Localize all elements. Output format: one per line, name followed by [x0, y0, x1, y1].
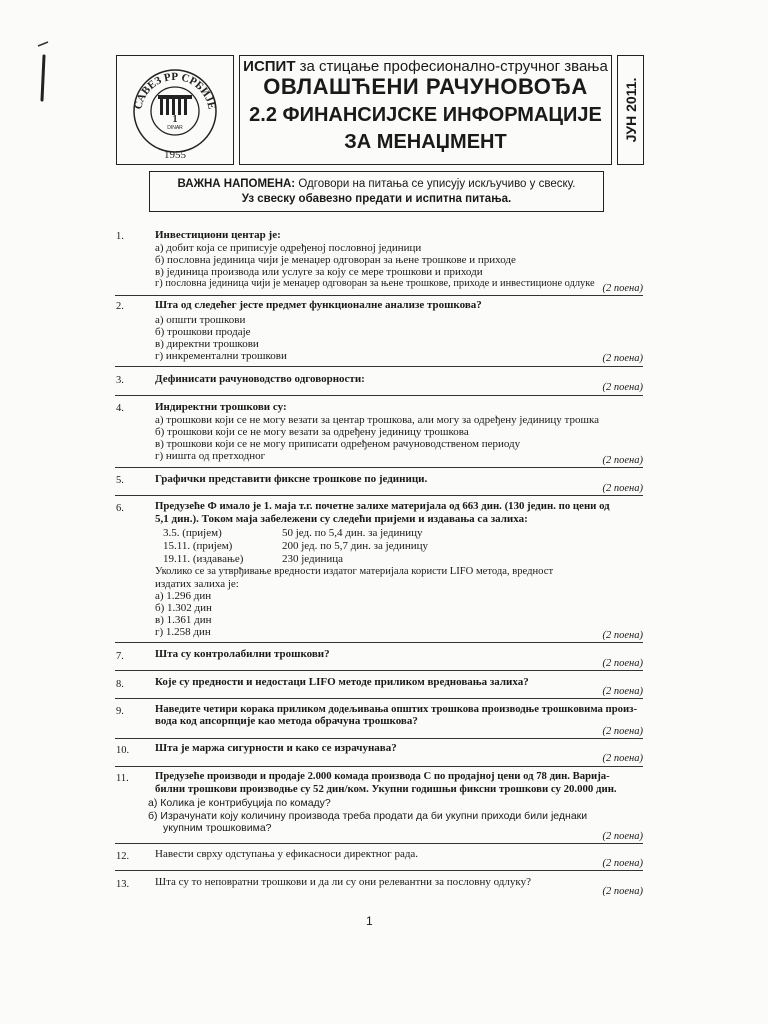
divider [115, 495, 643, 496]
exam-subject-line2: ЗА МЕНАЏМЕНТ [344, 131, 507, 153]
points: (2 поена) [602, 831, 643, 842]
divider [115, 642, 643, 643]
logo-arc-text: САВЕЗ РР СРБИЈЕ [132, 70, 218, 111]
question-text: Које су предности и недостаци LIFO методе приликом вредновања залиха? [155, 676, 529, 688]
question-text: Предузеће Ф имало је 1. маја т.г. почетне залихе материјала од 663 дин. (130 једин. по цени од [155, 500, 610, 512]
logo-coin-number: 1 [172, 114, 178, 125]
question-text: Шта је маржа сигурности и како се израчунава? [155, 742, 397, 754]
stock-entry-date: 15.11. (пријем) [163, 540, 233, 552]
option: в) јединица производа или услуге за коју се мере трошкови и приходи [155, 266, 483, 278]
divider [115, 843, 643, 844]
question-text: 5,1 дин.). Током маја забележени су следећи пријеми и издавања са залиха: [155, 513, 528, 525]
option: в) трошкови који се не могу приписати одређеном рачуноводственом периоду [155, 438, 521, 450]
question-text: Дефинисати рачуноводство одговорности: [155, 373, 365, 385]
question-text: Шта су то неповратни трошкови и да ли су они релевантни за пословну одлуку? [155, 876, 531, 888]
points: (2 поена) [602, 630, 643, 641]
option: б) 1.302 дин [155, 602, 212, 614]
stock-entry-desc: 50 јед. по 5,4 дин. за јединицу [282, 527, 423, 539]
points: (2 поена) [602, 858, 643, 869]
points: (2 поена) [602, 483, 643, 494]
divider [115, 467, 643, 468]
exam-date: ЈУН 2011. [622, 77, 639, 143]
stock-entry-date: 3.5. (пријем) [163, 527, 222, 539]
option: г) ништа од претходног [155, 450, 266, 462]
exam-date-box [617, 55, 644, 165]
points: (2 поена) [602, 658, 643, 669]
option: г) инкрементални трошкови [155, 350, 287, 362]
points: (2 поена) [602, 455, 643, 466]
question-text: Шта од следећег јесте предмет функционалне анализе трошкова? [155, 299, 482, 311]
points: (2 поена) [602, 283, 643, 294]
notice-label: ВАЖНА НАПОМЕНА: [177, 178, 296, 190]
question-text: Предузеће производи и продаје 2.000 комада производа С по продајној цени од 78 дин. Варија- [155, 770, 610, 782]
exam-page: САВЕЗ РР СРБИЈЕ 1 DINAR 1955 ИСПИТ за стицање професионално-стручног звања ОВЛАШЋЕНИ РАЧУНОВОЂА 2.2 ФИНАНСИЈСКЕ ИНФОРМАЦИЈЕ ЗА МЕНАЏМЕНТ ЈУН 2011. ВАЖНА НАПОМЕНА: Одговори на питања се уписују искључиво у свеску. Уз свеску обавезно предати и испитна питања. 1. Инвестициони центар је: а) добит која се приписује одређеној пословној јединици б) пословна јединица чији је менаџер одговоран за њене трошкове и приходе в) јединица производа или услуге за коју се мере трошкови и приходи г) пословна јединица чији је менаџер одговоран за њене трошкове, приходе и инвестиционе одлуке (2 поена) 2. Шта од следећег јесте предмет функционалне анализе трошкова? а) општи трошкови б) трошкови продаје в) директни трошкови г) инкрементални трошкови (2 поена) 3. Дефинисати рачуноводство одговорности: (2 поена) 4. Индиректни трошкови су: а) трошкови који се не могу везати за центар трошкова, али могу за одређену јединицу трошка б) трошкови који се не могу везати за одређену јединицу трошкова в) трошкови који се не могу приписати одређеном рачуноводственом периоду г) ништа од претходног (2 поена) 5. Графички представити фиксне трошкове по јединици. (2 поена) 6. Предузеће Ф имало је 1. маја т.г. почетне залихе материјала од 663 дин. (130 једин. по цени од 5,1 дин.). Током маја забележени су следећи пријеми и издавања са залиха: 3.5. (пријем) 50 јед. по 5,4 дин. за јединицу 15.11. (пријем) 200 јед. по 5,7 дин. за јединицу 19.11. (издавање) 230 јединица Уколико се за утврђивање вредности издатог материјала користи LIFO метода, вредност издатих залиха је: а) 1.296 дин б) 1.302 дин в) 1.361 дин г) 1.258 дин (2 поена) 7. Шта су контролабилни трошкови? (2 поена) 8. Које су предности и недостаци LIFO методе приликом вредновања залиха? (2 поена) 9. Наведите четири корака приликом додељивања општих трошкова производње трошковима произ- вода код апсорпције као метода обрачуна трошкова? (2 поена) 10. Шта је маржа сигурности и како се израчунава? (2 поена) 11. Предузеће производи и продаје 2.000 комада производа С по продајној цени од 78 дин. Варија- билни трошкови производње су 52 дин/ком. Укупни годишњи фиксни трошкови су 20.000 дин. a) Колика је контрибуција по комаду? б) Израчунати коју количину производа треба продати да би укупни приходи били једнаки укупним трошковима? (2 поена) 12. Навести сврху одступања у ефикасноси директног рада. (2 поена) 13. Шта су то неповратни трошкови и да ли су они релевантни за пословну одлуку? (2 поена) 1 [0, 0, 768, 1024]
question-text: Навести сврху одступања у ефикасноси директног рада. [155, 848, 419, 860]
sub-question: a) Колика је контрибуција по комаду? [148, 797, 331, 809]
points: (2 поена) [602, 886, 643, 897]
sub-question: б) Израчунати коју количину производа треба продати да би укупни приходи били једнаки [148, 810, 588, 822]
points: (2 поена) [602, 686, 643, 697]
question-text: билни трошкови производње су 52 дин/ком. Укупни годишњи фиксни трошкови су 20.000 дин. [155, 783, 617, 795]
question-text: Наведите четири корака приликом додељивања општих трошкова производње трошковима произ- [155, 703, 638, 715]
divider [115, 698, 643, 699]
question-text: Шта су контролабилни трошкови? [155, 648, 330, 660]
points: (2 поена) [602, 753, 643, 764]
association-logo [125, 59, 225, 159]
stock-entry-desc: 200 јед. по 5,7 дин. за јединицу [282, 540, 429, 552]
logo-year: 1955 [164, 149, 186, 159]
points: (2 поена) [602, 382, 643, 393]
option: г) 1.258 дин [155, 626, 211, 638]
option: в) директни трошкови [155, 338, 259, 350]
option: а) 1.296 дин [155, 590, 212, 602]
page-number: 1 [366, 914, 373, 928]
option: а) трошкови који се не могу везати за центар трошкова, али могу за одређену јединицу трошка [155, 414, 600, 426]
question-followup: Уколико се за утврђивање вредности издатог материјала користи LIFO метода, вредност [155, 566, 554, 577]
divider [115, 766, 643, 767]
option: а) добит која се приписује одређеној пословној јединици [155, 242, 422, 254]
divider [115, 366, 643, 367]
question-text: Графички представити фиксне трошкове по јединици. [155, 473, 428, 485]
exam-title-box [239, 55, 612, 165]
notice-line2: Уз свеску обавезно предати и испитна питања. [241, 193, 512, 205]
points: (2 поена) [602, 726, 643, 737]
important-notice [149, 171, 604, 212]
exam-subject: 2.2 ФИНАНСИЈСКЕ ИНФОРМАЦИЈЕ [249, 104, 602, 126]
points: (2 поена) [602, 353, 643, 364]
sub-question: укупним трошковима? [163, 822, 272, 834]
question-text: Инвестициони центар је: [155, 229, 281, 241]
question-text: Индиректни трошкови су: [155, 401, 287, 413]
option: в) 1.361 дин [155, 614, 212, 626]
option: а) општи трошкови [155, 314, 246, 326]
option: б) трошкови који се не могу везати за одређену јединицу трошкова [155, 426, 469, 438]
exam-subtitle: ИСПИТ за стицање професионално-стручног звања [243, 58, 608, 75]
handwritten-mark [34, 40, 54, 104]
divider [115, 738, 643, 739]
divider [115, 395, 643, 396]
notice-line1: Одговори на питања се уписују искључиво у свеску. [295, 178, 576, 190]
stock-entry-desc: 230 јединица [282, 553, 344, 565]
divider [115, 295, 643, 296]
divider [115, 870, 643, 871]
exam-title: ОВЛАШЋЕНИ РАЧУНОВОЂА [263, 74, 588, 99]
question-text: вода код апсорпције као метода обрачуна трошкова? [155, 715, 418, 727]
question-followup: издатих залиха је: [155, 578, 239, 590]
logo-box [116, 55, 234, 165]
logo-coin-text: DINAR [167, 125, 183, 131]
option: б) трошкови продаје [155, 326, 251, 338]
divider [115, 670, 643, 671]
stock-entry-date: 19.11. (издавање) [163, 553, 244, 565]
option: б) пословна јединица чији је менаџер одговоран за њене трошкове и приходе [155, 254, 516, 266]
option: г) пословна јединица чији је менаџер одговоран за њене трошкове, приходе и инвестиционе одлуке [155, 278, 595, 289]
